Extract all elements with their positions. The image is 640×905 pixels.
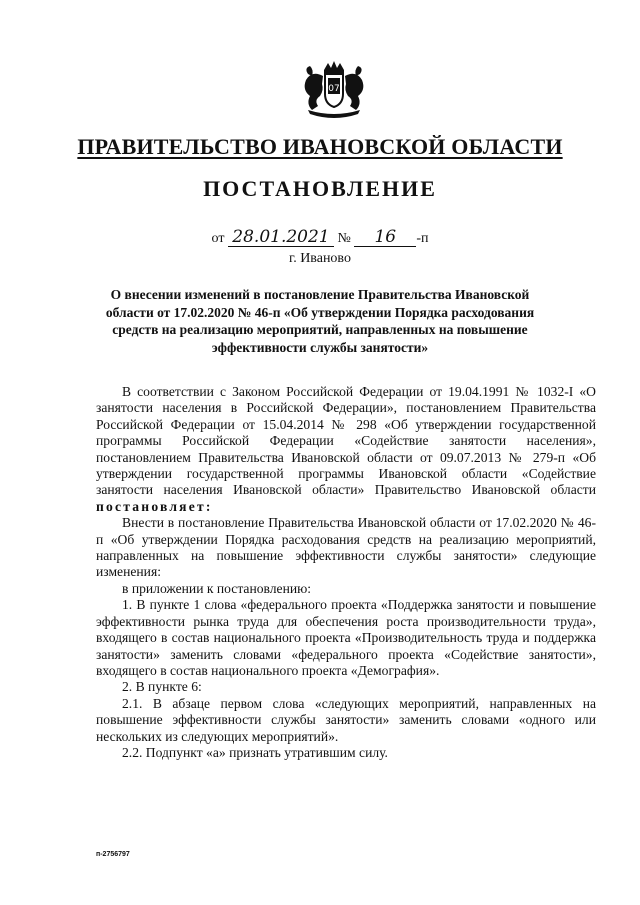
paragraph-item-2-1: 2.1. В абзаце первом слова «следующих мероприятий, направленных на повышение эффективности службы занятости» заменить словами «одного или нескольких из следующих мероприятий». <box>96 695 596 744</box>
document-subject: О внесении изменений в постановление Правительства Ивановской области от 17.02.2020 № 46-п «Об утверждении Порядка расходования средств на реализацию мероприятий, направленных на повышение эффективности службы занятости» <box>105 287 535 355</box>
paragraph-item-2-2: 2.2. Подпункт «а» признать утратившим силу. <box>122 744 388 760</box>
organization-title: ПРАВИТЕЛЬСТВО ИВАНОВСКОЙ ОБЛАСТИ <box>77 134 563 159</box>
number-suffix: -п <box>416 231 429 246</box>
paragraph-annex: в приложении к постановлению: <box>122 580 312 596</box>
city-line: г. Иваново <box>289 251 351 266</box>
document-type: ПОСТАНОВЛЕНИЕ <box>203 176 437 201</box>
handwritten-number: 16 <box>354 229 416 247</box>
paragraph-amend: Внести в постановление Правительства Ивановской области от 17.02.2020 № 46-п «Об утверждении Порядка расходования средств на реализацию мероприятий, направленных на повышение эффективности службы занятости» следующие изменения: <box>96 515 596 580</box>
date-number-line <box>0 229 640 247</box>
paragraph-item-1: 1. В пункте 1 слова «федерального проекта «Поддержка занятости и повышение эффективности рынка труда для обеспечения роста производительности труда», входящего в состав национального проекта «Производительность труда и поддержка занятости» заменить словами «федерального проекта «Содействие занятости», входящего в состав национального проекта «Демография». <box>96 597 596 678</box>
svg-text:07: 07 <box>328 84 340 94</box>
number-sign: № <box>337 231 351 246</box>
document-body <box>96 384 596 761</box>
paragraph-item-2: 2. В пункте 6: <box>122 679 202 695</box>
document-code: п-2756797 <box>96 851 130 858</box>
decree-word: постановляет: <box>96 498 213 514</box>
date-prefix: от <box>211 231 225 246</box>
handwritten-date: 28.01.2021 <box>228 229 334 247</box>
paragraph-preamble <box>96 384 596 515</box>
preamble-text: В соответствии с Законом Российской Федерации от 19.04.1991 № 1032-I «О занятости населения в Российской Федерации», постановлением Правительства Российской Федерации от 15.04.2014 № 298 «Об утверждении государственной программы Российской Федерации «Содействие занятости населения», постановлением Правительства Ивановской области от 09.07.2013 № 279-п «Об утверждении государственной программы Ивановской области «Содействие занятости населения Ивановской области» Правительство Ивановской области <box>96 384 596 498</box>
coat-of-arms-icon <box>298 60 370 118</box>
